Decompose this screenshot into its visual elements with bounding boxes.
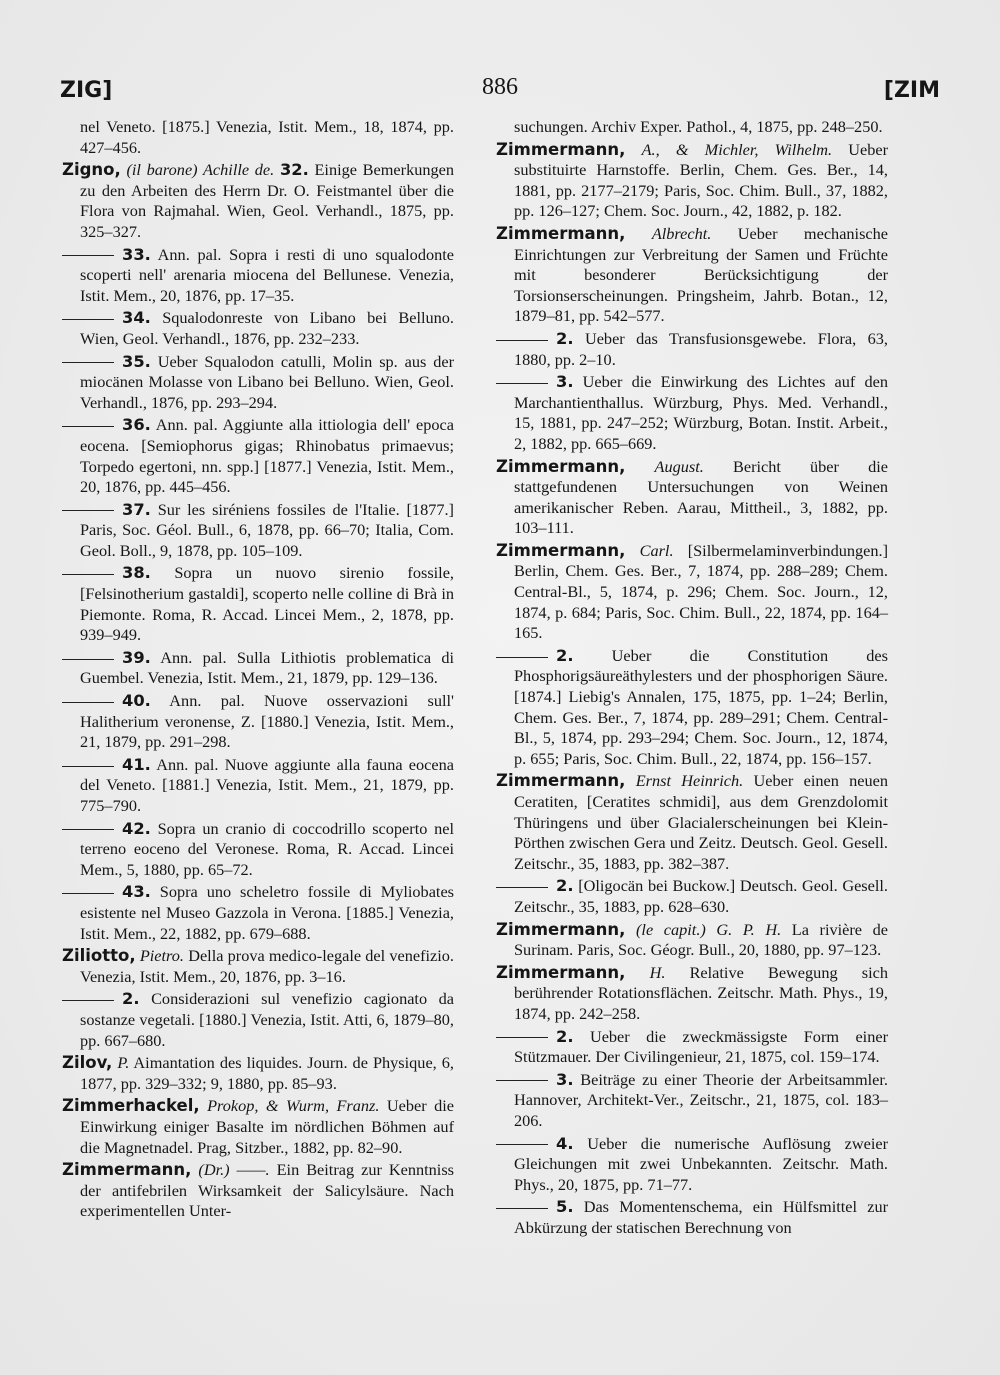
author-surname: Zimmermann, [496, 962, 626, 982]
ditto-dash [62, 893, 114, 894]
sub-entry [496, 1197, 888, 1238]
author-given-name: Pietro. [139, 946, 185, 966]
author-given-name: (le capit.) G. P. H. [636, 919, 782, 939]
sub-entry [62, 352, 454, 414]
author-given-name: P. [117, 1053, 130, 1073]
ditto-dash [62, 255, 114, 256]
entry-text: Ueber die Einwirkung des Lichtes auf den Marchantienthallus. Würzburg, Phys. Med. Verhandl., 15, 1881, pp. 247–252; Würzburg, Botan. Instit. Arbeit., 2, 1882, pp. 665–669. [514, 372, 888, 453]
sub-entry [62, 755, 454, 817]
ditto-dash [496, 887, 548, 888]
ditto-dash [496, 1208, 548, 1209]
entry-number: 3. [556, 1069, 574, 1089]
entry-number: 35. [122, 351, 151, 371]
sub-entry [62, 308, 454, 349]
entry-text: Sopra un nuovo sirenio fossile, [Felsinotherium gastaldi], scoperto nelle colline di Brà in Piemonte. Roma, R. Accad. Lincei Mem., 2, 1878, pp. 939–949. [80, 563, 455, 645]
entry-number: 42. [122, 818, 151, 838]
entry-text: Ueber die Einwirkung einiger Basalte im nördlichen Böhmen auf die Magnetnadel. Prag, Sitzber., 1882, pp. 82–90. [80, 1096, 454, 1157]
sub-entry [496, 876, 888, 917]
sub-entry [496, 1134, 888, 1196]
bibliography-entry [496, 920, 888, 961]
entry-text: Sopra un cranio di coccodrillo scoperto nel terreno eoceno del Veronese. Roma, R. Accad. Lincei Mem., 5, 1880, pp. 65–72. [80, 818, 455, 879]
ditto-dash [62, 362, 114, 363]
entry-text: Sopra uno scheletro fossile di Myliobates esistente nel Museo Gazzola in Verona. [1885.] Venezia, Istit. Mem., 22, 1882, pp. 679–688. [80, 882, 455, 943]
entry-number: 5. [556, 1197, 574, 1217]
entry-text: nel Veneto. [1875.] Venezia, Istit. Mem., 18, 1874, pp. 427–456. [80, 117, 454, 157]
running-head-right: [ZIM [883, 78, 940, 103]
entry-text: Ann. pal. Nuove osservazioni sull' Halitherium veronense, Z. [1880.] Venezia, Istit. Mem., 21, 1879, pp. 291–298. [80, 691, 454, 752]
entry-number: 39. [122, 647, 151, 667]
author-given-name: H. [649, 962, 666, 982]
sub-entry [496, 646, 888, 770]
author-surname: Zimmermann, [496, 223, 626, 243]
ditto-dash [496, 340, 548, 341]
author-surname: Zimmermann, [496, 456, 626, 476]
ditto-dash [496, 657, 548, 658]
author-surname: Zimmermann, [496, 919, 626, 939]
entry-continuation [496, 117, 888, 138]
entry-number: 2. [122, 989, 140, 1009]
author-surname: Zimmermann, [62, 1160, 192, 1180]
bibliography-entry [496, 963, 888, 1025]
sub-entry [62, 648, 454, 689]
author-surname: Zilov, [62, 1053, 113, 1073]
ditto-dash [496, 383, 548, 384]
ditto-dash [62, 766, 114, 767]
entry-text: Ein Beitrag zur Kenntniss der antifebrilen Wirksamkeit der Salicylsäure. Nach experimentellen Unter- [80, 1160, 454, 1221]
author-surname: Zimmermann, [496, 771, 626, 791]
entry-number: 33. [122, 244, 151, 264]
bibliography-entry [62, 1096, 454, 1158]
entry-text: Beiträge zu einer Theorie der Arbeitsammler. Hannover, Architekt-Ver., Zeitschr., 21, 1875, col. 183–206. [514, 1069, 888, 1130]
entry-text: Ueber substituirte Harnstoffe. Berlin, Chem. Ges. Ber., 14, 1881, pp. 2177–2179; Paris, Soc. Chim. Bull., 37, 1882, pp. 126–127; Chem. Soc. Journ., 42, 1882, p. 182. [514, 139, 889, 221]
entry-number: 43. [122, 882, 151, 902]
entry-number: 41. [122, 754, 151, 774]
entry-text: Aimantation des liquides. Journ. de Physique, 6, 1877, pp. 329–332; 9, 1880, pp. 85–93. [80, 1053, 454, 1093]
sub-entry [62, 691, 454, 753]
sub-entry [496, 329, 888, 370]
entry-number: 2. [556, 328, 574, 348]
author-surname: Ziliotto, [62, 946, 136, 966]
author-surname: Zimmermann, [496, 139, 626, 159]
entry-continuation [62, 117, 454, 158]
entry-text: Ueber Squalodon catulli, Molin sp. aus der miocänen Molasse von Libano bei Belluno. Wien, Geol. Verhandl., 1876, pp. 293–294. [80, 351, 454, 412]
entry-text: Squalodonreste von Libano bei Belluno. Wien, Geol. Verhandl., 1876, pp. 232–233. [80, 308, 454, 348]
sub-entry [62, 563, 454, 645]
sub-entry [62, 882, 454, 944]
author-given-name: Prokop, & Wurm, Franz. [207, 1096, 380, 1116]
entry-number: 4. [556, 1133, 574, 1153]
author-surname: Zimmermann, [496, 540, 626, 560]
running-head [60, 74, 940, 108]
left-column [62, 117, 454, 1224]
author-given-name: Carl. [639, 540, 674, 560]
entry-text: Ueber das Transfusionsgewebe. Flora, 63, 1880, pp. 2–10. [514, 328, 888, 369]
entry-text: Ann. pal. Sulla Lithiotis problematica di Guembel. Venezia, Istit. Mem., 21, 1879, pp. 129–136. [80, 647, 455, 688]
bibliography-entry [496, 457, 888, 539]
sub-entry [496, 1027, 888, 1068]
entry-text: Ueber die Constitution des Phosphorigsäureäthylesters und der phosphorigen Säure. [1874.] Liebig's Annalen, 175, 1875, pp. 1–24; Berlin, Chem. Ges. Ber., 7, 1874, pp. 289–291; Chem. Central-Bl., 5, 1874, pp. 293–294; Chem. Soc. Journ., 12, 1874, p. 655; Paris, Soc. Chim. Bull., 22, 1874, pp. 156–157. [514, 645, 888, 768]
bibliography-entry [496, 541, 888, 644]
author-given-name: A., & Michler, Wilhelm. [641, 139, 833, 159]
author-given-name: (Dr.) ——. [198, 1160, 270, 1180]
entry-text: Della prova medico-legale del venefizio. Venezia, Istit. Mem., 20, 1876, pp. 3–16. [80, 946, 454, 986]
entry-text: [Oligocän bei Buckow.] Deutsch. Geol. Gesell. Zeitschr., 35, 1883, pp. 628–630. [514, 876, 888, 916]
ditto-dash [496, 1080, 548, 1081]
entry-text: suchungen. Archiv Exper. Pathol., 4, 1875, pp. 248–250. [514, 117, 883, 136]
ditto-dash [62, 829, 114, 830]
entry-number: 34. [122, 308, 151, 328]
sub-entry [496, 372, 888, 454]
entry-text: Considerazioni sul venefizio cagionato da sostanze vegetali. [1880.] Venezia, Istit. Atti, 6, 1879–80, pp. 667–680. [80, 989, 455, 1050]
author-surname: Zigno, [62, 160, 121, 180]
running-head-left: ZIG] [60, 78, 113, 103]
right-column [496, 117, 888, 1240]
sub-entry [62, 500, 454, 562]
bibliography-entry [496, 224, 888, 327]
entry-number: 32. [279, 160, 309, 180]
entry-number: 2. [556, 1026, 574, 1046]
bibliography-entry [62, 160, 454, 242]
entry-text: Ann. pal. Nuove aggiunte alla fauna eocena del Veneto. [1881.] Venezia, Istit. Mem., 21, 1879, pp. 775–790. [80, 754, 454, 815]
entry-text: Sur les siréniens fossiles de l'Italie. [1877.] Paris, Soc. Géol. Bull., 6, 1878, pp. 66–70; Italia, Com. Geol. Boll., 9, 1878, pp. 105–109. [80, 499, 454, 560]
entry-text: Bericht über die stattgefundenen Untersuchungen von Weinen amerikanischer Reben. Aarau, Mittheil., 3, 1882, pp. 103–111. [514, 456, 888, 538]
ditto-dash [62, 319, 114, 320]
sub-entry [496, 1070, 888, 1132]
author-given-name: (il barone) Achille de. [126, 160, 275, 180]
entry-number: 38. [122, 563, 151, 583]
ditto-dash [62, 702, 114, 703]
author-given-name: Albrecht. [651, 223, 712, 243]
author-given-name: Ernst Heinrich. [635, 771, 744, 791]
ditto-dash [62, 574, 114, 575]
entry-text: [Silbermelaminverbindungen.] Berlin, Chem. Ges. Ber., 7, 1874, pp. 288–289; Chem. Central-Bl., 5, 1874, p. 296; Chem. Soc. Journ., 12, 1874, p. 684; Paris, Soc. Chim. Bull., 22, 1874, pp. 164–165. [514, 540, 888, 643]
entry-text: Das Momentenschema, ein Hülfsmittel zur Abkürzung der statischen Berechnung von [514, 1197, 889, 1237]
sub-entry [62, 989, 454, 1051]
entry-number: 36. [122, 415, 151, 435]
bibliography-entry [496, 140, 888, 222]
entry-text: Ueber mechanische Einrichtungen zur Verbreitung der Samen und Früchte mit besonderer Berücksichtigung der Torsionserscheinungen. Pringsheim, Jahrb. Botan., 12, 1879–81, pp. 542–577. [514, 223, 889, 326]
bibliography-entry [62, 1160, 454, 1222]
entry-text: Ueber einen neuen Ceratiten, [Ceratites schmidi], aus dem Grenzdolomit Thüringens und über Glacialerscheinungen bei Klein-Pörthen zwischen Gera und Zeitz. Deutsch. Geol. Gesell. Zeitschr., 35, 1883, pp. 382–387. [514, 771, 889, 873]
ditto-dash [496, 1144, 548, 1145]
entry-text: Ueber die zweckmässigste Form einer Stützmauer. Der Civilingenieur, 21, 1875, col. 159–174. [514, 1026, 888, 1067]
entry-text: Einige Bemerkungen zu den Arbeiten des Herrn Dr. O. Feistmantel über die Flora von Rajmahal. Wien, Geol. Verhandl., 1875, pp. 325–327. [80, 160, 455, 241]
bibliography-entry [62, 946, 454, 987]
entry-number: 2. [556, 876, 574, 896]
bibliography-entry [496, 771, 888, 874]
sub-entry [62, 245, 454, 307]
entry-number: 40. [122, 691, 151, 711]
ditto-dash [496, 1037, 548, 1038]
entry-text: La rivière de Surinam. Paris, Soc. Géogr. Bull., 20, 1880, pp. 97–123. [514, 919, 888, 960]
ditto-dash [62, 510, 114, 511]
entry-text: Ueber die numerische Auflösung zweier Gleichungen mit zwei Unbekannten. Zeitschr. Math. Phys., 20, 1875, pp. 71–77. [514, 1133, 889, 1194]
entry-text: Relative Bewegung sich berührender Rotationsflächen. Zeitschr. Math. Phys., 19, 1874, pp. 242–258. [514, 962, 888, 1023]
author-given-name: August. [654, 456, 704, 476]
sub-entry [62, 415, 454, 497]
sub-entry [62, 819, 454, 881]
ditto-dash [62, 426, 114, 427]
ditto-dash [62, 659, 114, 660]
bibliography-entry [62, 1053, 454, 1094]
entry-text: Ann. pal. Sopra i resti di uno squalodonte scoperti nell' arenaria miocena del Bellunese. Venezia, Istit. Mem., 20, 1876, pp. 17–35. [80, 244, 454, 305]
page-number: 886 [482, 74, 518, 100]
author-surname: Zimmerhackel, [62, 1096, 200, 1116]
entry-number: 2. [556, 645, 574, 665]
entry-number: 37. [122, 499, 151, 519]
entry-text: Ann. pal. Aggiunte alla ittiologia dell' epoca eocena. [Semiophorus gigas; Rhinobatus primaevus; Torpedo egertoni, nn. spp.] [1877.] Venezia, Istit. Mem., 20, 1876, pp. 445–456. [80, 415, 454, 497]
entry-number: 3. [556, 372, 574, 392]
ditto-dash [62, 1000, 114, 1001]
